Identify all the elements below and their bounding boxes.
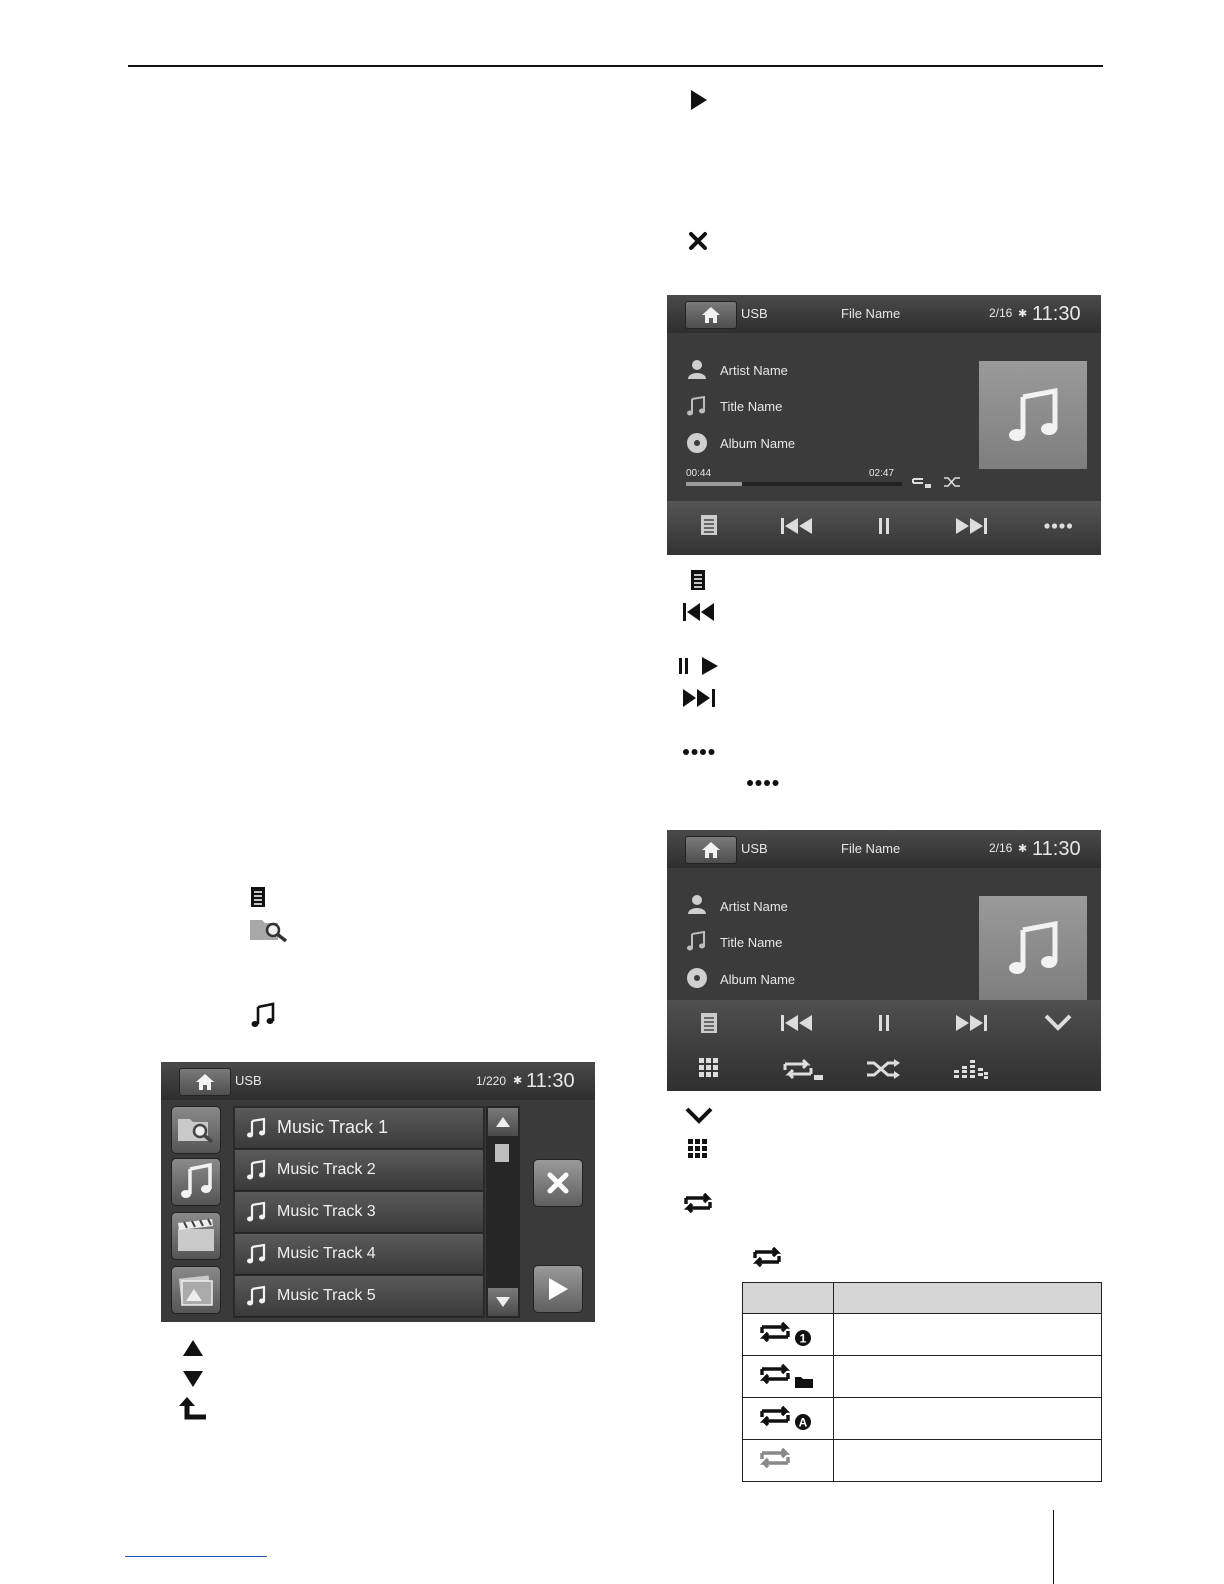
album-cover (979, 896, 1087, 1000)
elapsed-time: 00:44 (686, 468, 712, 479)
svg-text:1: 1 (799, 1331, 807, 1346)
list-button[interactable] (699, 1011, 719, 1035)
home-button[interactable] (685, 301, 737, 329)
track-counter: 2/16 (989, 306, 1013, 320)
footer-link-line (125, 1556, 267, 1557)
home-icon (701, 306, 721, 324)
track-list (233, 1106, 485, 1318)
progress-fill (686, 482, 742, 486)
repeat-icon (682, 1190, 714, 1216)
list-item[interactable] (235, 1234, 483, 1275)
scroll-down-button[interactable] (488, 1288, 518, 1316)
bluetooth-icon: ✱ (1018, 308, 1028, 320)
repeat-all-icon (756, 1401, 820, 1431)
more-dots-inline-icon (746, 779, 780, 787)
arrow-down-icon (182, 1370, 204, 1388)
grid-icon (688, 1139, 708, 1159)
progress-bar[interactable] (686, 482, 902, 486)
clock: 11:30 (526, 1070, 575, 1092)
page-margin-line (1053, 1510, 1054, 1584)
album-cover (979, 361, 1087, 469)
table-row (743, 1398, 1102, 1440)
svg-text:A: A (798, 1415, 808, 1430)
close-icon (545, 1170, 571, 1196)
music-note-icon (245, 1285, 267, 1312)
source-label: USB (741, 841, 768, 856)
list-icon (689, 569, 707, 591)
track-title: Music Track 2 (277, 1161, 376, 1178)
bluetooth-icon: ✱ (513, 1075, 523, 1087)
play-icon (689, 89, 709, 111)
player-screen-2 (667, 830, 1101, 1091)
music-note-icon (245, 1201, 267, 1228)
album-disc-icon (686, 432, 708, 454)
equalizer-button[interactable] (953, 1058, 989, 1080)
music-note-icon (250, 1002, 276, 1028)
player-screen-1 (667, 295, 1101, 555)
track-title: Music Track 1 (277, 1117, 389, 1137)
list-item[interactable] (235, 1192, 483, 1233)
album-name: Album Name (720, 972, 796, 987)
back-arrow-icon (178, 1397, 208, 1423)
chevron-down-icon (684, 1106, 714, 1124)
music-note-icon (245, 1243, 267, 1270)
search-folder-icon (248, 914, 290, 944)
clock: 11:30 (1032, 303, 1081, 325)
play-button[interactable] (533, 1265, 583, 1313)
grid-button[interactable] (699, 1058, 719, 1078)
repeat-off-icon (756, 1443, 820, 1473)
title-note-icon (685, 930, 707, 952)
source-label: USB (235, 1073, 262, 1088)
music-source-button[interactable] (171, 1158, 221, 1206)
browser-screen (161, 1062, 595, 1322)
track-title: Music Track 4 (277, 1245, 376, 1262)
album-name: Album Name (720, 436, 796, 451)
title-name: Title Name (720, 935, 783, 950)
collapse-button[interactable] (1043, 1012, 1073, 1032)
album-disc-icon (686, 967, 708, 989)
artist-name: Artist Name (720, 899, 788, 914)
file-name: File Name (841, 841, 901, 856)
list-icon (249, 886, 267, 908)
title-note-icon (685, 395, 707, 417)
skip-forward-icon (682, 688, 716, 708)
cover-note-icon (1003, 918, 1063, 978)
artist-icon (687, 358, 707, 380)
photo-source-button[interactable] (171, 1266, 221, 1314)
skip-forward-button[interactable] (954, 517, 988, 535)
table-row (743, 1356, 1102, 1398)
play-icon (546, 1276, 570, 1302)
scroll-thumb[interactable] (495, 1144, 509, 1162)
total-time: 02:47 (869, 468, 895, 479)
video-source-button[interactable] (171, 1212, 221, 1260)
track-title: Music Track 5 (277, 1287, 376, 1304)
scroll-up-button[interactable] (488, 1108, 518, 1136)
list-item[interactable] (235, 1108, 483, 1149)
clock: 11:30 (1032, 838, 1081, 860)
home-button[interactable] (179, 1068, 231, 1096)
pause-play-icon (678, 656, 720, 676)
skip-back-icon (682, 602, 716, 622)
cover-note-icon (1003, 385, 1063, 445)
source-label: USB (741, 306, 768, 321)
skip-back-button[interactable] (780, 517, 814, 535)
music-note-icon (245, 1159, 267, 1186)
arrow-up-icon (495, 1116, 511, 1128)
close-button[interactable] (533, 1159, 583, 1207)
shuffle-small-icon (943, 476, 961, 488)
repeat-inline-icon (751, 1244, 783, 1270)
repeat-folder-small-icon (911, 475, 933, 489)
track-title: Music Track 3 (277, 1203, 376, 1220)
list-item[interactable] (235, 1150, 483, 1191)
repeat-button[interactable] (781, 1056, 825, 1082)
header-rule (128, 65, 1103, 67)
track-counter: 2/16 (989, 841, 1013, 855)
artist-icon (687, 893, 707, 915)
track-counter: 1/220 (476, 1074, 507, 1088)
arrow-down-icon (495, 1296, 511, 1308)
skip-forward-button[interactable] (954, 1014, 988, 1032)
repeat-modes-table (742, 1282, 1102, 1482)
music-note-icon (245, 1117, 267, 1144)
search-source-button[interactable] (171, 1106, 221, 1154)
repeat-folder-icon (756, 1359, 820, 1389)
more-dots-icon (682, 748, 716, 756)
list-button[interactable] (699, 513, 719, 537)
arrow-up-icon (182, 1339, 204, 1357)
table-header-row (743, 1283, 1102, 1314)
scrollbar[interactable] (486, 1106, 520, 1318)
home-icon (195, 1073, 215, 1091)
file-name: File Name (841, 306, 901, 321)
table-header-cell (743, 1283, 834, 1314)
pause-button[interactable] (877, 517, 891, 535)
close-icon (688, 231, 708, 251)
bluetooth-icon: ✱ (1018, 843, 1028, 855)
more-button[interactable] (1043, 522, 1073, 530)
list-item[interactable] (235, 1276, 483, 1317)
repeat-one-icon (756, 1317, 820, 1347)
title-name: Title Name (720, 399, 783, 414)
table-row (743, 1440, 1102, 1482)
shuffle-button[interactable] (866, 1059, 900, 1079)
pause-button[interactable] (877, 1014, 891, 1032)
table-header-cell (834, 1283, 1102, 1314)
home-icon (701, 841, 721, 859)
home-button[interactable] (685, 836, 737, 864)
artist-name: Artist Name (720, 363, 788, 378)
skip-back-button[interactable] (780, 1014, 814, 1032)
table-row (743, 1314, 1102, 1356)
